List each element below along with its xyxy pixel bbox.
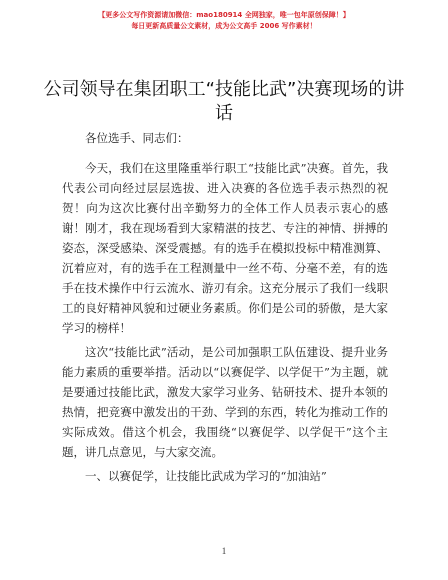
promo-banner bbox=[0, 10, 448, 32]
salutation-paragraph: 各位选手、同志们： bbox=[85, 131, 189, 145]
document-body bbox=[62, 128, 388, 490]
promo-banner-line-1: 【更多公文写作资源请加微信：mao180914 全网独家，唯一包年原创保障！】 bbox=[98, 11, 350, 19]
body-paragraph-2: 这次“技能比武”活动，是公司加强职工队伍建设、提升业务能力素质的重要举措。活动以“以赛促学、以学促干”为主题，就是要通过技能比武，激发大家学习业务、钻研技术、提升本领的热情，把竞赛中激发出的干劲、学到的东西，转化为推动工作的实际成效。借这个机会，我围绕“以赛促学、以学促干”这个主题，讲几点意见，与大家交流。 bbox=[62, 345, 388, 459]
document-title: 公司领导在集团职工“技能比武”决赛现场的讲话 bbox=[43, 79, 405, 124]
page-number: 1 bbox=[221, 546, 227, 556]
section-heading-1: 一、以赛促学，让技能比武成为学习的“加油站” bbox=[85, 469, 327, 483]
promo-banner-line-2: 每日更新高质量公文素材，成为公文高手 2006 写作素材！ bbox=[131, 22, 317, 30]
body-paragraph-1: 今天，我们在这里隆重举行职工“技能比武”决赛。首先，我代表公司向经过层层选拔、进入决赛的各位选手表示热烈的祝贺！向为这次比赛付出辛勤努力的全体工作人员表示衷心的感谢！刚才，我在现场看到大家精湛的技艺、专注的神情、拼搏的姿态，深受感染、深受震撼。有的选手在模拟投标中精准测算、沉着应对，有的选手在工程测量中一丝不苟、分毫不差，有的选手在技术操作中行云流水、游刃有余。这充分展示了我们一线职工的良好精神风貌和过硬业务素质。你们是公司的骄傲，是大家学习的榜样！ bbox=[62, 161, 388, 335]
